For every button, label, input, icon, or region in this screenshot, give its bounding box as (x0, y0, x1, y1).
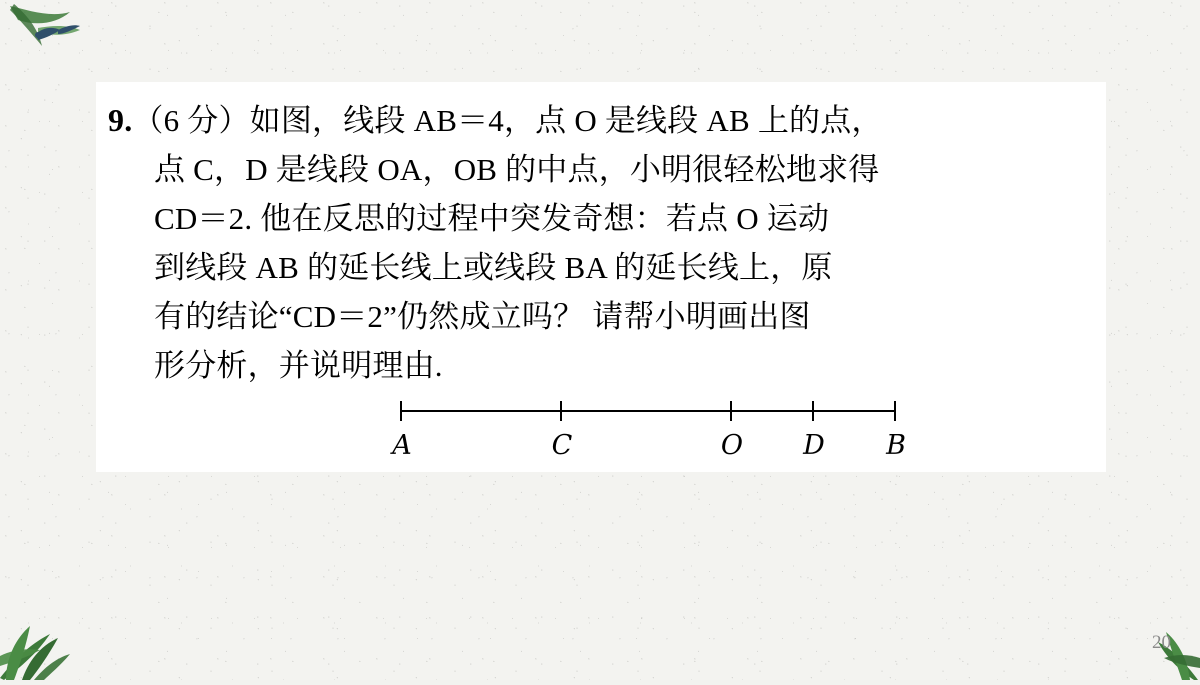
tick-b (894, 401, 896, 421)
problem-line-5: 有的结论“CD＝2”仍然成立吗？ 请帮小明画出图 (154, 299, 811, 334)
leaf-decoration-bottom-left (0, 600, 120, 680)
number-line-axis (400, 410, 896, 412)
tick-a (400, 401, 402, 421)
problem-number: 9. (108, 102, 133, 138)
tick-d (812, 401, 814, 421)
number-line-diagram (96, 400, 1106, 472)
point-label-d: D (803, 430, 825, 461)
point-label-c: C (551, 430, 573, 461)
problem-line-1-text: （6 分）如图，线段 AB＝4，点 O 是线段 AB 上的点， (132, 103, 883, 138)
point-label-a: A (392, 430, 412, 461)
problem-statement (96, 96, 1106, 390)
problem-line-1 (96, 96, 1088, 145)
problem-line-6: 形分析，并说明理由. (154, 348, 443, 383)
point-label-b: B (886, 430, 906, 461)
problem-line-4: 到线段 AB 的延长线上或线段 BA 的延长线上，原 (154, 250, 833, 285)
point-label-o: O (720, 430, 744, 461)
content-card (96, 82, 1106, 472)
tick-o (730, 401, 732, 421)
tick-c (560, 401, 562, 421)
leaf-decoration-top-left (8, 4, 118, 74)
problem-line-3: CD＝2. 他在反思的过程中突发奇想：若点 O 运动 (154, 201, 830, 236)
problem-line-2: 点 C，D 是线段 OA，OB 的中点，小明很轻松地求得 (154, 152, 880, 187)
page-number: 20 (1152, 632, 1171, 653)
